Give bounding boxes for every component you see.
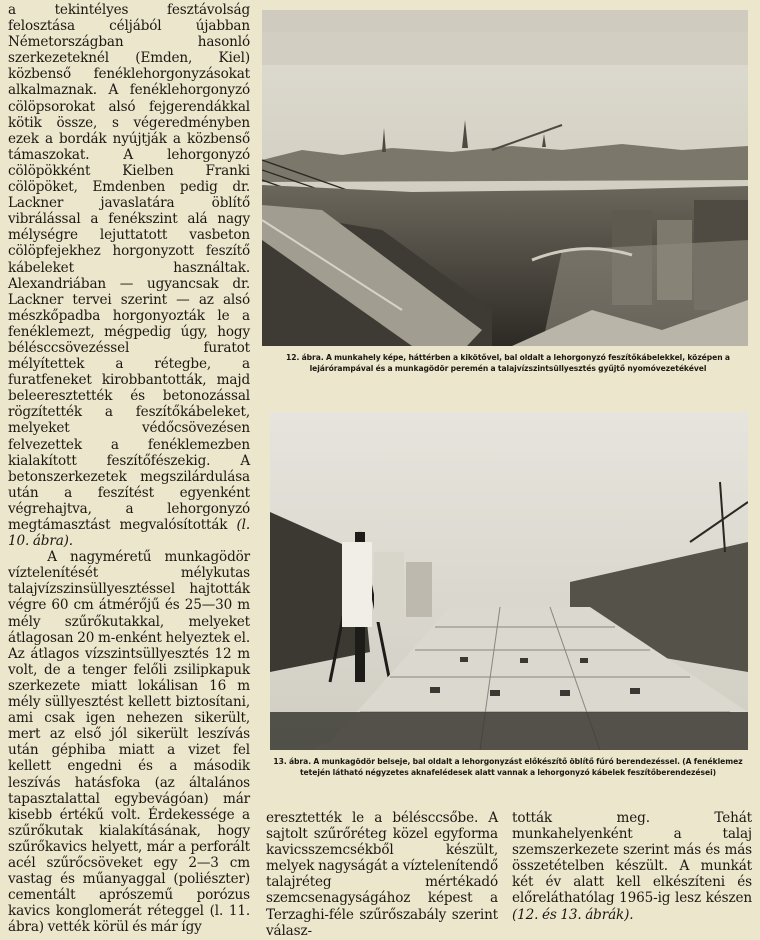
figure-13-caption: 13. ábra. A munkagödör belseje, bal oldalt a lehorgonyzást előkészítő öblítő fúró berendezéssel. (A fenéklemez tetején látható négyzetes aknafelédesek alatt vannak a lehorgonyzó kábelek feszítőberendezései) — [273, 757, 743, 777]
left-paragraph-2: A nagyméretű munkagödör víztelenítését mélykutas talajvízszinsüllyesztéssel hajtották végre 60 cm átmérőjű és 25—30 m mély szűrőkutakkal, melyeket átlagosan 20 m-enként helyeztek el. Az átlagos vízszintsüllyesztés 12 m volt, de a tenger felőli zsilipkapuk szerkezete miatt lokálisan 16 m mély süllyesztést kellett biztosítani, ami csak igen nehezen sikerült, mert az első jól sikerült leszívás után géphiba miatt a vizet fel kellett engedni és a második leszívás hatásfoka (az általános tapasztalattal egybevágóan) már kisebb értékű volt. Érdekessége a szűrőkutak kialakításának, hogy szűrőkavics helyett, már a perforált acél szűrőcsöveket egy 2—3 cm vastag és műanyaggal (poliészter) cementált aprószemű porózus kavics konglomerát réteggel — [8, 549, 250, 920]
figure-12-photo — [262, 10, 748, 346]
left-column-text — [8, 2, 250, 935]
figure-reference-12-13: (12. és 13. ábrák). — [512, 906, 634, 923]
bottom-middle-paragraph: eresztették le a bélésccsőbe. A sajtolt szűrőréteg közel egyforma kavicsszemcsékből készült, melyek nagyságát a víztelenítendő talajréteg mértékadó szemcsenagyságához képest a Terzaghi-féle szűrőszabály szerint válasz- — [266, 810, 498, 939]
left-paragraph-1: a tekintélyes fesztávolság felosztása céljából újabban Németországban hasonló szerkezeteknél (Emden, Kiel) közbenső fenéklehorgonyzásokat alkalmaznak. A fenéklehorgonyzó cölöpsorokat alsó fejgerendákkal kötik össze, s végeredményben ezek a bordák nyújtják a közbenső támaszokat. A lehorgonyzó cölöpökként Kielben Franki cölöpöket, Emdenben pedig dr. Lackner javaslatára öblítő vibrálással a fenékszint alá nagy mélységre lejuttatott vasbeton cölöpfejekhez horgonyzott feszítő kábeleket használtak. Alexandriában — ugyancsak dr. Lackner tervei szerint — az alsó mészkőpadba horgonyozták le a fenéklemezt, mégpedig úgy, hogy bélésccsövezéssel furatot mélyítettek a rétegbe, a furatfeneket kirobbantották, majd beleeresztették és betonozással rögzítették a feszítőkábeleket, melyeket védőcsövezésen felvezettek a fenéklemezben kialakított feszítőfészekig. A betonszerkezetek megszilárdulása után a feszítést egyenként végrehajtva, a lehorgonyzó megtámasztást megvalósították — [8, 2, 250, 533]
figure-reference-10: (l. 10. ábra). — [8, 517, 250, 550]
bottom-middle-column-text — [266, 810, 498, 939]
left-paragraph-2-tail: vették körül és már így — [47, 919, 202, 936]
bottom-right-column-text — [512, 810, 752, 923]
bottom-right-paragraph: tották meg. Tehát munkahelyenként a talaj szemszerkezete szerint más és más összetételben készült. A munkát két év alatt kell elkészíteni és előreláthatólag 1965-ig lesz készen — [512, 810, 752, 907]
figure-13-photo — [270, 412, 748, 750]
figure-reference-11: (l. 11. ábra) — [8, 903, 251, 936]
figure-12-caption: 12. ábra. A munkahely képe, háttérben a kikötővel, bal oldalt a lehorgonyzó feszítőkábelekkel, középen a lejárórampával és a munkagödör peremén a talajvízszintsüllyesztés gyűjtő nyomóvezetékével — [286, 353, 730, 373]
